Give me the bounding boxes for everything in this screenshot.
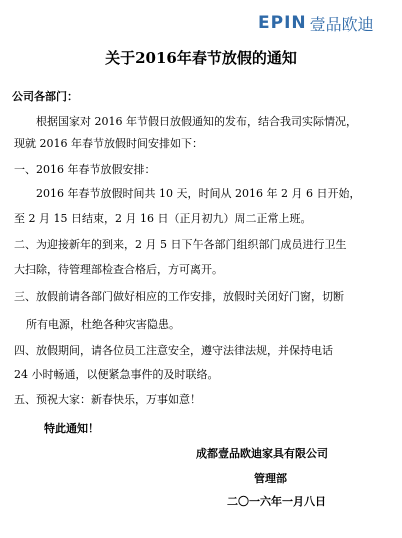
intro-line-2: 现就 2016 年春节放假时间安排如下： <box>14 137 203 150</box>
signature-department: 管理部 <box>254 472 287 485</box>
item4-line-1: 四、放假期间，请各位员工注意安全，遵守法律法规，并保持电话 <box>14 344 333 357</box>
item4-line-2: 24 小时畅通，以便紧急事件的及时联络。 <box>14 368 219 381</box>
signature-company: 成都壹品欧迪家具有限公司 <box>196 447 328 460</box>
item1-heading: 一、2016 年春节放假安排： <box>14 163 156 176</box>
intro-line-1: 根据国家对 2016 年节假日放假通知的发布，结合我司实际情况， <box>36 115 357 128</box>
item3-line-1: 三、放假前请各部门做好相应的工作安排，放假时关闭好门窗，切断 <box>14 290 344 303</box>
logo-name-text: 壹品欧迪 <box>309 14 374 34</box>
signature-date: 二〇一六年一月八日 <box>227 495 326 508</box>
logo-mark-text: EPIN <box>258 13 307 33</box>
item1-body-line-1: 2016 年春节放假时间共 10 天，时间从 2016 年 2 月 6 日开始， <box>36 187 361 200</box>
item5: 五、预祝大家：新春快乐，万事如意！ <box>14 393 201 406</box>
item2-line-1: 二、为迎接新年的到来，2 月 5 日下午各部门组织部门成员进行卫生 <box>14 238 347 251</box>
item3-line-2: 所有电源，杜绝各种灾害隐患。 <box>26 318 180 331</box>
company-logo <box>258 12 394 34</box>
item2-line-2: 大扫除，待管理部检查合格后，方可离开。 <box>14 263 223 276</box>
notice-title: 关于2016年春节放假的通知 <box>105 49 297 67</box>
closing-text: 特此通知！ <box>44 422 99 435</box>
item1-body-line-2: 至 2 月 15 日结束，2 月 16 日（正月初九）周二正常上班。 <box>14 212 312 225</box>
salutation: 公司各部门： <box>12 90 78 103</box>
